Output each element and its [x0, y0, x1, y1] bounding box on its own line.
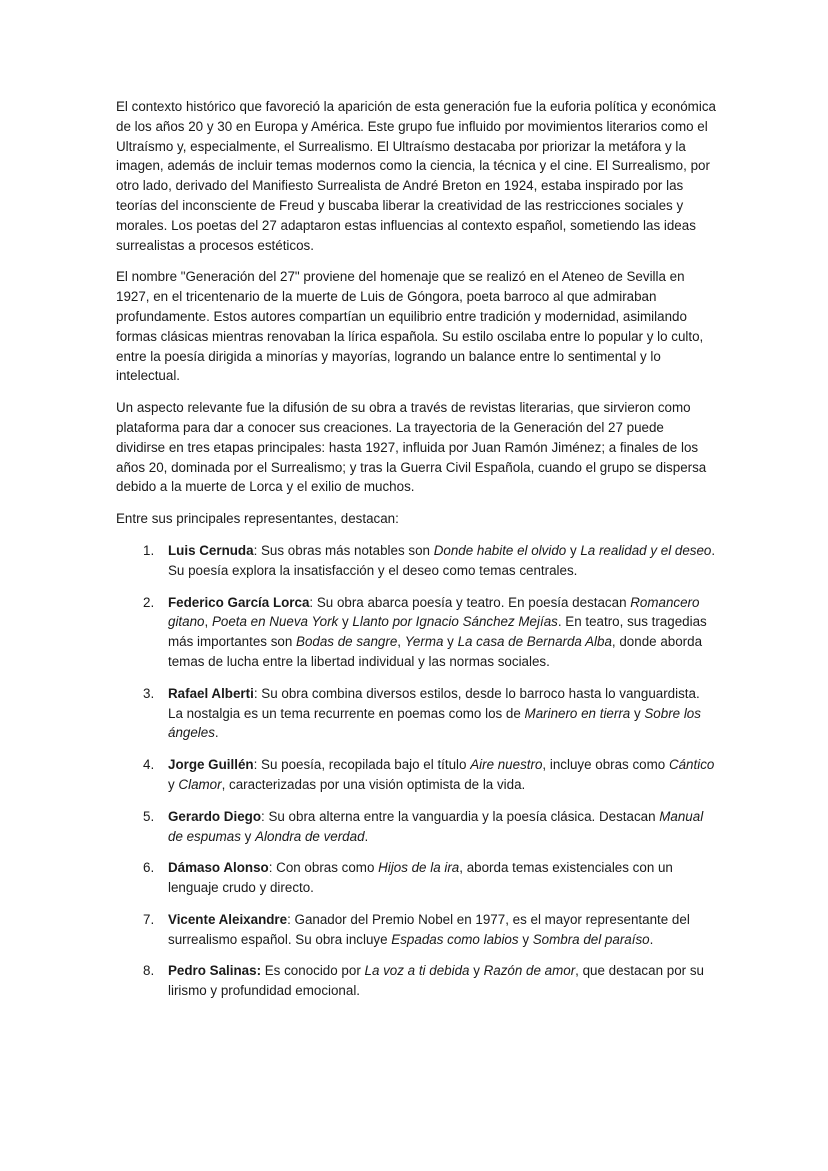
list-item-author	[116, 961, 716, 1001]
list-item-author	[116, 858, 716, 898]
work-title: Donde habite el olvido	[433, 542, 567, 558]
author-name: Jorge Guillén	[168, 757, 254, 773]
description-text: , caracterizadas por una visión optimista de la vida.	[221, 776, 526, 792]
list-number: 8.	[143, 963, 155, 979]
description-text: : Con obras como	[268, 860, 379, 876]
work-title: Clamor	[178, 776, 222, 792]
description-text: . En teatro, sus tragedias más importantes son	[168, 614, 707, 650]
paragraph-context: El contexto histórico que favoreció la aparición de esta generación fue la euforia política y económica de los años 20 y 30 en Europa y América. Este grupo fue influido por movimientos literarios como el Ultraísmo y, especialmente, el Surrealismo. El Ultraísmo destacaba por priorizar la metáfora y la imagen, además de incluir temas modernos como la ciencia, la técnica y el cine. El Surrealismo, por otro lado, derivado del Manifiesto Surrealista de André Breton en 1924, estaba inspirado por las teorías del inconsciente de Freud y buscaba liberar la creatividad de las restricciones sociales y morales. Los poetas del 27 adaptaron estas influencias al contexto español, sometiendo las ideas surrealistas a procesos estéticos.	[116, 99, 716, 253]
description-text: ,	[397, 634, 405, 650]
description-text: y	[566, 542, 581, 558]
work-title: La realidad y el deseo	[580, 542, 712, 558]
paragraph-diffusion: Un aspecto relevante fue la difusión de su obra a través de revistas literarias, que sirvieron como plataforma para dar a conocer sus creaciones. La trayectoria de la Generación del 27 puede dividirse en tres etapas principales: hasta 1927, influida por Juan Ramón Jiménez; a finales de los años 20, dominada por el Surrealismo; y tras la Guerra Civil Española, cuando el grupo se dispersa debido a la muerte de Lorca y el exilio de muchos.	[116, 400, 707, 495]
author-name: Gerardo Diego	[168, 808, 262, 824]
list-number: 6.	[143, 860, 155, 876]
work-title: La voz a ti debida	[364, 963, 470, 979]
work-title: Romancero gitano	[168, 594, 700, 630]
description-text: y	[338, 614, 353, 630]
work-title: Espadas como labios	[391, 931, 519, 947]
work-title: La casa de Bernarda Alba	[457, 634, 612, 650]
list-number: 4.	[143, 757, 155, 773]
list-number: 1.	[143, 542, 155, 558]
list-number: 3.	[143, 685, 155, 701]
list-item-author	[116, 910, 716, 950]
work-title: Manual de espumas	[168, 808, 704, 844]
document-page	[116, 97, 716, 1013]
list-item-author	[116, 593, 716, 672]
description-text: : Su obra alterna entre la vanguardia y la poesía clásica. Destacan	[261, 808, 660, 824]
work-title: Sombra del paraíso	[532, 931, 650, 947]
list-intro: Entre sus principales representantes, destacan:	[116, 511, 399, 527]
description-text: y	[443, 634, 458, 650]
work-title: Yerma	[404, 634, 444, 650]
description-text: .	[214, 725, 219, 741]
author-name: Federico García Lorca	[168, 594, 310, 610]
work-title: Razón de amor	[483, 963, 576, 979]
author-name: Pedro Salinas:	[168, 963, 262, 979]
description-text: . Su poesía explora la insatisfacción y el deseo como temas centrales.	[168, 542, 716, 578]
list-number: 7.	[143, 911, 155, 927]
description-text: , incluye obras como	[542, 757, 669, 773]
description-text: y	[630, 705, 645, 721]
work-title: Marinero en tierra	[524, 705, 631, 721]
description-text: : Su poesía, recopilada bajo el título	[253, 757, 471, 773]
list-item-author	[116, 807, 716, 847]
description-text: : Su obra abarca poesía y teatro. En poesía destacan	[309, 594, 631, 610]
description-text: ,	[204, 614, 212, 630]
description-text: .	[649, 931, 654, 947]
work-title: Aire nuestro	[470, 757, 543, 773]
description-text: y	[518, 931, 533, 947]
description-text: , aborda temas existenciales con un lenguaje crudo y directo.	[168, 860, 673, 896]
description-text: Es conocido por	[261, 963, 365, 979]
work-title: Sobre los ángeles	[168, 705, 701, 741]
work-title: Bodas de sangre	[296, 634, 398, 650]
work-title: Poeta en Nueva York	[211, 614, 339, 630]
work-title: Cántico	[668, 757, 715, 773]
list-item-author	[116, 755, 716, 795]
description-text: y	[469, 963, 484, 979]
list-item-author	[116, 684, 716, 743]
author-name: Rafael Alberti	[168, 685, 254, 701]
list-number: 2.	[143, 594, 155, 610]
description-text: : Ganador del Premio Nobel en 1977, es el mayor representante del surrealismo español. Su obra incluye	[168, 911, 690, 947]
description-text: : Sus obras más notables son	[253, 542, 434, 558]
author-name: Vicente Aleixandre	[168, 911, 288, 927]
description-text: y	[240, 828, 256, 844]
description-text: : Su obra combina diversos estilos, desde lo barroco hasta lo vanguardista. La nostalgia es un tema recurrente en poemas como los de	[168, 685, 700, 721]
list-item-author	[116, 541, 716, 581]
work-title: Hijos de la ira	[378, 860, 460, 876]
author-name: Luis Cernuda	[168, 542, 254, 558]
author-name: Dámaso Alonso	[168, 860, 269, 876]
list-number: 5.	[143, 808, 155, 824]
description-text: , donde aborda temas de lucha entre la libertad individual y las normas sociales.	[168, 634, 703, 669]
work-title: Alondra de verdad	[255, 828, 365, 844]
authors-list	[116, 541, 716, 1001]
description-text: y	[168, 776, 179, 792]
work-title: Llanto por Ignacio Sánchez Mejías	[352, 614, 558, 630]
description-text: , que destacan por su lirismo y profundidad emocional.	[168, 963, 704, 999]
description-text: .	[364, 828, 369, 844]
paragraph-name-origin: El nombre "Generación del 27" proviene del homenaje que se realizó en el Ateneo de Sevilla en 1927, en el tricentenario de la muerte de Luis de Góngora, poeta barroco al que admiraban profundamente. Estos autores compartían un equilibrio entre tradición y modernidad, asimilando formas clásicas mientras renovaban la lírica española. Su estilo oscilaba entre lo popular y lo culto, entre la poesía dirigida a minorías y mayorías, logrando un balance entre lo sentimental y lo intelectual.	[116, 269, 704, 384]
